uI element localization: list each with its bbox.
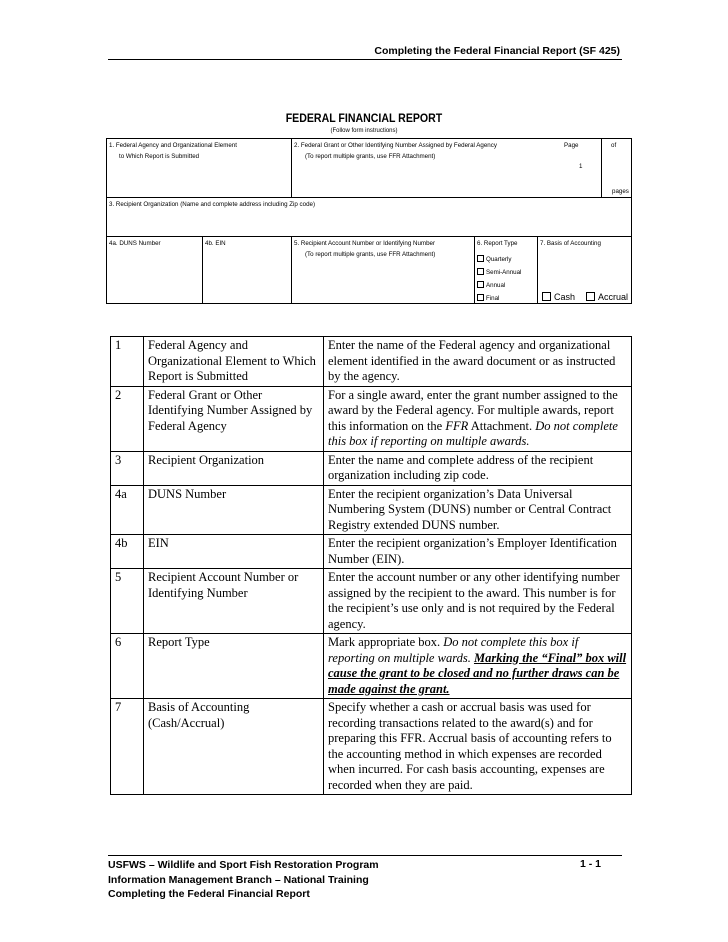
- table-row: [111, 535, 632, 569]
- form-option-semi-annual: Semi-Annual: [477, 268, 521, 276]
- form-field-4b-label: 4b. EIN: [205, 240, 226, 247]
- checkbox-icon: [477, 268, 484, 275]
- page-header-title: Completing the Federal Financial Report (SF 425): [374, 45, 620, 57]
- row-number: 6: [111, 634, 144, 699]
- page-number: 1 - 1: [580, 858, 602, 870]
- row-number: 4b: [111, 535, 144, 569]
- row-description: Specify whether a cash or accrual basis was used for recording transactions related to the award(s) and for preparing this FFR. Accrual basis of accounting refers to the accounting method in which expenses are recorded when incurred. For cash basis accounting, expenses are recorded when they are paid.: [324, 699, 632, 795]
- row-description: Enter the recipient organization’s Data Universal Numbering System (DUNS) number or Central Contract Registry extended DUNS number.: [324, 485, 632, 535]
- footer-line-3: Completing the Federal Financial Report: [108, 888, 310, 900]
- row-description: Enter the account number or any other identifying number assigned by the recipient to the award. This number is for the recipient’s use only and is not required by the Federal agency.: [324, 569, 632, 634]
- instructions-table: [110, 336, 632, 795]
- row-field-name: Report Type: [144, 634, 324, 699]
- form-of-label: of: [611, 142, 617, 149]
- table-row: [111, 569, 632, 634]
- form-subtitle: (Follow form instructions): [330, 128, 398, 134]
- row-number: 1: [111, 337, 144, 387]
- table-row: [111, 699, 632, 795]
- form-option-quarterly: Quarterly: [477, 255, 511, 263]
- form-field-4a-label: 4a. DUNS Number: [109, 240, 161, 247]
- row-field-name: DUNS Number: [144, 485, 324, 535]
- row-description: Mark appropriate box. Do not complete this box if reporting on multiple wards. Marking the “Final” box will cause the grant to be closed and no further draws can be made against the grant.: [324, 634, 632, 699]
- row-number: 2: [111, 386, 144, 451]
- footer-rule: [108, 855, 622, 856]
- form-field-5-label: 5. Recipient Account Number or Identifying Number: [294, 240, 436, 247]
- table-row: [111, 386, 632, 451]
- row-number: 5: [111, 569, 144, 634]
- form-option-final: Final: [477, 294, 499, 302]
- form-option-cash: Cash: [542, 292, 575, 302]
- form-field-5-note: (To report multiple grants, use FFR Attachment): [305, 251, 436, 258]
- checkbox-icon: [477, 255, 484, 262]
- row-field-name: Federal Grant or Other Identifying Number Assigned by Federal Agency: [144, 386, 324, 451]
- footer-line-2: Information Management Branch – National Training: [108, 873, 369, 886]
- row-number: 4a: [111, 485, 144, 535]
- form-pages-label: pages: [612, 188, 629, 195]
- row-field-name: Recipient Account Number or Identifying Number: [144, 569, 324, 634]
- header-rule: [108, 59, 622, 60]
- table-row: [111, 451, 632, 485]
- form-field-3-label: 3. Recipient Organization (Name and complete address including Zip code): [109, 201, 316, 208]
- form-field-1-label-2: to Which Report is Submitted: [119, 153, 200, 160]
- row-field-name: Basis of Accounting (Cash/Accrual): [144, 699, 324, 795]
- form-field-1-label: 1. Federal Agency and Organizational Element: [109, 142, 237, 149]
- ffr-form-image: [106, 138, 632, 304]
- checkbox-icon: [477, 294, 484, 301]
- form-title: FEDERAL FINANCIAL REPORT: [285, 113, 443, 125]
- row-description: For a single award, enter the grant number assigned to the award by the Federal agency. For multiple awards, report this information on the FFR Attachment. Do not complete this box if reporting on multiple awards.: [324, 386, 632, 451]
- form-option-accrual: Accrual: [586, 292, 628, 302]
- checkbox-icon: [477, 281, 484, 288]
- row-number: 7: [111, 699, 144, 795]
- checkbox-icon: [586, 292, 595, 301]
- row-field-name: Recipient Organization: [144, 451, 324, 485]
- row-description: Enter the name and complete address of the recipient organization including zip code.: [324, 451, 632, 485]
- table-row: [111, 634, 632, 699]
- form-page-label: Page: [564, 142, 579, 149]
- form-field-2-label: 2. Federal Grant or Other Identifying Number Assigned by Federal Agency: [294, 142, 497, 149]
- row-description: Enter the recipient organization’s Employer Identification Number (EIN).: [324, 535, 632, 569]
- row-number: 3: [111, 451, 144, 485]
- table-row: [111, 337, 632, 387]
- form-option-annual: Annual: [477, 281, 505, 289]
- row-field-name: Federal Agency and Organizational Element to Which Report is Submitted: [144, 337, 324, 387]
- form-field-6-label: 6. Report Type: [477, 240, 518, 247]
- page-footer: [108, 858, 379, 902]
- footer-line-1: USFWS – Wildlife and Sport Fish Restoration Program: [108, 859, 379, 871]
- checkbox-icon: [542, 292, 551, 301]
- form-field-2-note: (To report multiple grants, use FFR Attachment): [305, 153, 436, 160]
- row-field-name: EIN: [144, 535, 324, 569]
- form-field-7-label: 7. Basis of Accounting: [540, 240, 601, 247]
- table-row: [111, 485, 632, 535]
- row-description: Enter the name of the Federal agency and organizational element identified in the award document or as instructed by the agency.: [324, 337, 632, 387]
- form-page-number: 1: [579, 163, 583, 170]
